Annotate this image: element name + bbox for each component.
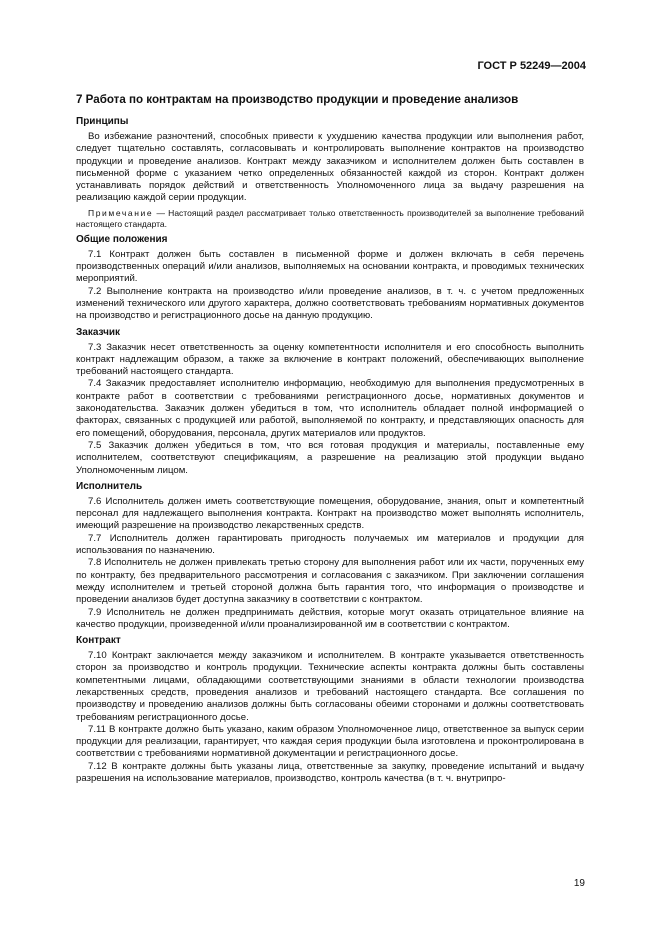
heading-customer: Заказчик <box>76 326 121 338</box>
paragraph-7-12: 7.12 В контракте должны быть указаны лица, ответственные за закупку, проведение испытаний и выдачу разрешения на использование материалов, производство, контроль качества (в т. ч. внутрипро- <box>76 760 584 785</box>
paragraph-7-11: 7.11 В контракте должно быть указано, каким образом Уполномоченное лицо, ответственное за выпуск серии продукции для реализации, гарантирует, что каждая серия продукции была изготовлена и проконтролирована в соответствии с требованиями нормативной документации и регистрационного досье. <box>76 723 584 760</box>
paragraph-7-4: 7.4 Заказчик предоставляет исполнителю информацию, необходимую для выполнения предусмотренных в контракте работ в соответствии с требованиями регистрационного досье, нормативных документов и законодательства. Заказчик должен убедиться в том, что исполнитель обладает полной информацией о факторах, связанных с продукцией или работой, выполняемой по контракту, и представляющих опасность для его помещений, оборудования, персонала, других материалов или продуктов. <box>76 378 584 439</box>
heading-contractor: Исполнитель <box>76 480 143 492</box>
paragraph-7-5: 7.5 Заказчик должен убедиться в том, что вся готовая продукция и материалы, поставленные ему исполнителем, соответствуют спецификациям, а разрешение на реализацию этой продукции выдано Уполномоченным лицом. <box>76 439 584 476</box>
paragraph-7-2: 7.2 Выполнение контракта на производство и/или проведение анализов, в т. ч. с учетом предложенных изменений технического или другого характера, должно соответствовать требованиям нормативных документов на производство и регистрационного досье на данную продукцию. <box>76 285 584 322</box>
paragraph-7-10: 7.10 Контракт заключается между заказчиком и исполнителем. В контракте указывается ответственность сторон за производство и контроль продукции. Технические аспекты контракта должны быть составлены компетентными лицами, обладающими соответствующими знаниями в области технологии производства лекарственных средств, проведения анализов и требований настоящего стандарта. Все соглашения по производству и проведению анализов должны быть согласованы обеими сторонами и должны соответствовать требованиям регистрационного досье. <box>76 650 584 723</box>
heading-contract: Контракт <box>76 635 121 647</box>
document-code: ГОСТ Р 52249—2004 <box>477 60 586 72</box>
note-label: Примечание <box>88 207 154 218</box>
heading-general: Общие положения <box>76 233 168 245</box>
paragraph-7-7: 7.7 Исполнитель должен гарантировать пригодность получаемых им материалов и продукции для использования по назначению. <box>76 532 584 557</box>
section-title: 7 Работа по контрактам на производство продукции и проведение анализов <box>76 93 519 106</box>
note <box>76 208 584 230</box>
paragraph-7-9: 7.9 Исполнитель не должен предпринимать действия, которые могут оказать отрицательное влияние на качество продукции, произведенной и/или проанализированной им в соответствии с контрактом. <box>76 606 584 630</box>
note-text: — Настоящий раздел рассматривает только ответственность производителей за выполнение требований настоящего стандарта. <box>76 207 584 229</box>
paragraph-7-8: 7.8 Исполнитель не должен привлекать третью сторону для выполнения работ или их части, порученных ему по контракту, без предварительного рассмотрения и согласования с заказчиком. При заключении соглашения между исполнителем и третьей стороной должна быть гарантия того, что информация о производстве и проведении анализов будет доступна заказчику в соответствии с контрактом. <box>76 557 584 606</box>
paragraph-principles: Во избежание разночтений, способных привести к ухудшению качества продукции или выполнения работ, следует тщательно составлять, согласовывать и контролировать выполнение контрактов на производство продукции и проведение анализов. Контракт между заказчиком и исполнителем должен быть составлен в письменной форме с указанием четко определенных обязанностей каждой из сторон. Контракт должен устанавливать порядок действий и ответственность Уполномоченного лица за выдачу разрешения на реализацию каждой серии продукции. <box>76 131 584 204</box>
page-number: 19 <box>573 878 585 889</box>
paragraph-7-3: 7.3 Заказчик несет ответственность за оценку компетентности исполнителя и его способность выполнить контракт надлежащим образом, а также за включение в контракт положений, обеспечивающих выполнение требований настоящего стандарта. <box>76 341 584 378</box>
paragraph-7-6: 7.6 Исполнитель должен иметь соответствующие помещения, оборудование, знания, опыт и компетентный персонал для надлежащего выполнения контракта. Контракт на производство может выполнять исполнитель, имеющий разрешение на производство лекарственных средств. <box>76 495 584 532</box>
page-content <box>76 93 584 785</box>
heading-principles: Принципы <box>76 116 129 127</box>
paragraph-7-1: 7.1 Контракт должен быть составлен в письменной форме и должен включать в себя перечень производственных операций и/или анализов, выполняемых на основании контракта, и проводимых технических мероприятий. <box>76 248 584 285</box>
